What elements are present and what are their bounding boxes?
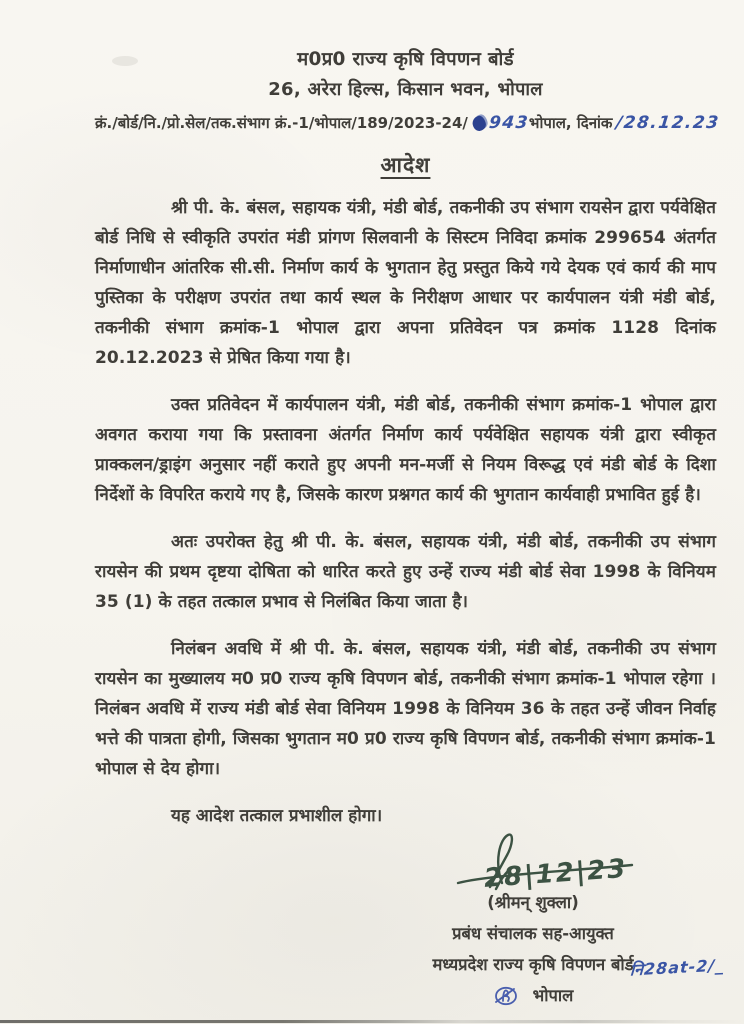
- signature-block: [378, 831, 688, 1011]
- signatory-name: (श्रीमन् शुक्ला): [487, 893, 579, 912]
- reference-number: [95, 113, 529, 133]
- signatory-place-row: [378, 980, 688, 1011]
- reference-line: [95, 113, 722, 133]
- order-paragraph-1: श्री पी. के. बंसल, सहायक यंत्री, मंडी बोर्ड, तकनीकी उप संभाग रायसेन द्वारा पर्यवेक्षित बोर्ड निधि से स्वीकृति उपरांत मंडी प्रांगण सिलवानी के सिस्टम निविदा क्रमांक 299654 अंतर्गत निर्माणाधीन आंतरिक सी.सी. निर्माण कार्य के भुगतान हेतु प्रस्तुत किये गये देयक एवं कार्य की माप पुस्तिका के परीक्षण उपरांत तथा कार्य स्थल के निरीक्षण आधार पर कार्यपालन यंत्री मंडी बोर्ड, तकनीकी संभाग क्रमांक-1 भोपाल द्वारा अपना प्रतिवेदन पत्र क्रमांक 1128 दिनांक 20.12.2023 से प्रेषित किया गया है।: [95, 198, 716, 368]
- order-title: आदेश: [380, 153, 431, 177]
- signatory-organization: मध्यप्रदेश राज्य कृषि विपणन बोर्ड: [432, 955, 634, 974]
- place-date: [529, 113, 720, 133]
- org-address: 26, अरेरा हिल्स, किसान भवन, भोपाल: [268, 79, 543, 100]
- pen-mark-icon: [493, 985, 519, 1007]
- scan-edge: [0, 1020, 744, 1023]
- order-paragraph-4: निलंबन अवधि में श्री पी. के. बंसल, सहायक यंत्री, मंडी बोर्ड, तकनीकी उप संभाग रायसेन का मुख्यालय म0 प्र0 राज्य कृषि विपणन बोर्ड, तकनीकी संभाग क्रमांक-1 भोपाल रहेगा । निलंबन अवधि में राज्य मंडी बोर्ड सेवा विनियम 1998 के विनियम 36 के तहत उन्हें जीवन निर्वाह भत्ते की पात्रता होगी, जिसका भुगतान म0 प्र0 राज्य कृषि विपणन बोर्ड, तकनीकी संभाग क्रमांक-1 भोपाल से देय होगा।: [95, 639, 716, 779]
- reference-prefix: क्रं./बोर्ड/नि./प्रो.सेल/तक.संभाग क्रं.-1/भोपाल/189/2023-24/: [95, 114, 468, 132]
- place-date-label: भोपाल, दिनांक: [528, 114, 613, 132]
- signature-flourish-icon: [450, 831, 640, 895]
- order-body: [95, 193, 716, 784]
- order-paragraph-2: उक्त प्रतिवेदन में कार्यपालन यंत्री, मंडी बोर्ड, तकनीकी संभाग क्रमांक-1 भोपाल द्वारा अवगत कराया गया कि प्रस्तावना अंतर्गत निर्माण कार्य पर्यवेक्षित सहायक यंत्री द्वारा स्वीकृत प्राक्कलन/ड्राइंग अनुसार नहीं कराते हुए अपनी मन-मर्जी से नियम विरूद्ध एवं मंडी बोर्ड के दिशा निर्देशों के विपरित कराये गए है, जिसके कारण प्रश्नगत कार्य की भुगतान कार्यवाही प्रभावित हुई है।: [95, 395, 716, 505]
- signature-date: 28|12|23: [483, 853, 629, 894]
- signatory-place: भोपाल: [532, 986, 574, 1005]
- signatory-designation: प्रबंध संचालक सह-आयुक्त: [452, 924, 614, 943]
- ink-blot-icon: [471, 115, 487, 132]
- closing-line: यह आदेश तत्काल प्रभाशील होगा।: [171, 806, 383, 826]
- handwritten-ref-number: 943: [487, 113, 530, 133]
- margin-note: नि28at-2/_: [629, 955, 725, 980]
- org-name: म0प्र0 राज्य कृषि विपणन बोर्ड: [297, 49, 514, 70]
- signature-scribble: [378, 831, 688, 895]
- handwritten-date: /28.12.23: [615, 113, 722, 133]
- order-paragraph-3: अतः उपरोक्त हेतु श्री पी. के. बंसल, सहायक यंत्री, मंडी बोर्ड, तकनीकी उप संभाग रायसेन की प्रथम दृष्टया दोषिता को धारित करते हुए उन्हें राज्य मंडी बोर्ड सेवा 1998 के विनियम 35 (1) के तहत तत्काल प्रभाव से निलंबित किया जाता है।: [95, 532, 716, 612]
